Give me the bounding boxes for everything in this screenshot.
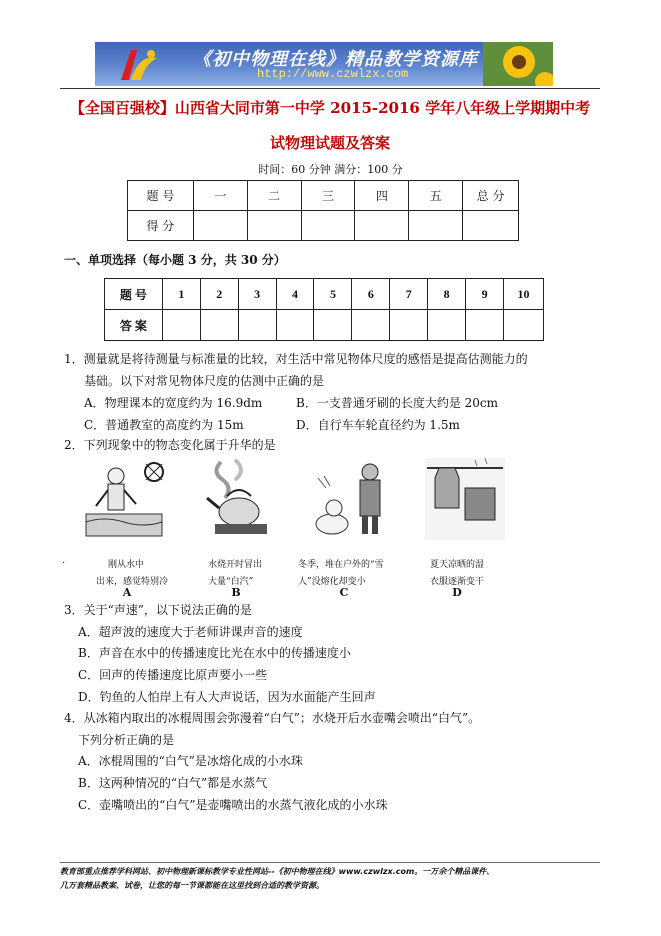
swimmer-illustration-icon [84, 458, 164, 540]
q2-caption-d [430, 557, 510, 591]
score-header-cell: 一 [193, 181, 247, 211]
score-table-header-row [128, 181, 519, 211]
question-number-cell: 2 [200, 279, 238, 310]
q1-option-c: C．普通教室的高度约为 15m [84, 418, 244, 432]
answer-header-label: 题 号 [105, 279, 163, 310]
question-number-cell: 10 [504, 279, 544, 310]
q3-option-d: D．钓鱼的人怕岸上有人大声说话，因为水面能产生回声 [78, 690, 376, 704]
score-cell [409, 211, 463, 241]
question-number-cell: 7 [390, 279, 428, 310]
document-title-line-2: 试物理试题及答案 [269, 134, 390, 152]
q2-caption-b [208, 557, 288, 591]
score-header-cell: 二 [247, 181, 301, 211]
question-number-cell: 3 [238, 279, 276, 310]
q4-option-a: A．冰棍周围的“白气”是冰熔化成的小水珠 [78, 754, 303, 768]
q2-caption-b-line-1: 水烧开时冒出 [208, 560, 263, 570]
sunflower-icon [483, 42, 553, 86]
score-cell [193, 211, 247, 241]
exam-time-score: 时间：60 分钟 满分：100 分 [258, 163, 403, 176]
answer-row-label: 答 案 [105, 310, 163, 341]
q2-caption-c-line-2: 人”没熔化却变小 [298, 577, 366, 587]
q1-option-a: A．物理课本的宽度约为 16.9dm [84, 396, 263, 410]
q2-caption-b-line-2: 大量“白汽” [208, 577, 254, 587]
boiling-kettle-illustration-icon [201, 458, 281, 540]
q2-caption-a-line-2: 出来，感觉特别冷 [96, 577, 169, 587]
q2-marker: · [62, 558, 66, 569]
q3-option-a: A．超声波的速度大于老师讲课声音的速度 [78, 625, 303, 639]
answer-cell [314, 310, 352, 341]
score-header-cell: 总 分 [463, 181, 519, 211]
score-cell [463, 211, 519, 241]
q4-option-b: B．这两种情况的“白气”都是水蒸气 [78, 776, 268, 790]
question-number-cell: 5 [314, 279, 352, 310]
answer-cell [200, 310, 238, 341]
score-header-cell: 四 [355, 181, 409, 211]
q2-caption-a-line-1: 刚从水中 [108, 560, 145, 570]
document-title-line-1: 【全国百强校】山西省大同市第一中学 2015-2016 学年八年级上学期期中考 [69, 99, 591, 117]
answer-cell [428, 310, 466, 341]
answer-table [104, 278, 544, 341]
answer-table-number-row [105, 279, 544, 310]
q2-letter-c: C [339, 586, 349, 599]
answer-cell [162, 310, 200, 341]
footer-line-2: 几万套精品教案、试卷，让您的每一节课都能在这里找到合适的教学资源。 [60, 881, 324, 890]
q2-letter-b: B [231, 586, 241, 599]
score-cell [301, 211, 355, 241]
score-cell [355, 211, 409, 241]
question-number-cell: 8 [428, 279, 466, 310]
question-number-cell: 1 [162, 279, 200, 310]
q2-caption-c-line-1: 冬季，堆在户外的“雪 [298, 560, 384, 570]
answer-cell [390, 310, 428, 341]
q1-option-b: B．一支普通牙刷的长度大约是 20cm [296, 396, 499, 410]
q3-option-b: B．声音在水中的传播速度比光在水中的传播速度小 [78, 646, 351, 660]
site-logo-icon [117, 46, 161, 82]
q1-option-d: D．自行车车轮直径约为 1.5m [296, 418, 460, 432]
q2-caption-d-line-2: 衣服逐渐变干 [430, 577, 485, 587]
question-number-cell: 6 [352, 279, 390, 310]
banner-title: 《初中物理在线》精品教学资源库 [193, 49, 478, 70]
header-banner [95, 42, 553, 86]
answer-cell [238, 310, 276, 341]
answer-cell [466, 310, 504, 341]
q3-option-c: C．回声的传播速度比原声要小一些 [78, 668, 268, 682]
q3-stem: 3．关于“声速”，以下说法正确的是 [64, 603, 252, 617]
score-table-score-row [128, 211, 519, 241]
answer-cell [504, 310, 544, 341]
banner-url: http://www.czwlzx.com [257, 67, 409, 81]
q1-stem-line-2: 基础。以下对常见物体尺度的估测中正确的是 [84, 374, 325, 388]
q4-stem-line-1: 4．从冰箱内取出的冰棍周围会弥漫着“白气”；水烧开后水壶嘴会喷出“白气”。 [64, 711, 481, 725]
score-cell [247, 211, 301, 241]
score-row-label: 得 分 [128, 211, 194, 241]
q4-option-c: C．壶嘴喷出的“白气”是壶嘴喷出的水蒸气液化成的小水珠 [78, 798, 388, 812]
q2-caption-d-line-1: 夏天凉晒的湿 [430, 560, 485, 570]
footer-divider [60, 862, 600, 863]
score-header-cell: 题 号 [128, 181, 194, 211]
header-divider [60, 88, 600, 89]
section-heading: 一、单项选择（每小题 3 分，共 30 分） [64, 253, 286, 267]
question-number-cell: 4 [276, 279, 314, 310]
answer-table-answer-row [105, 310, 544, 341]
snowman-illustration-icon [310, 458, 390, 540]
score-header-cell: 三 [301, 181, 355, 211]
q2-stem: 2．下列现象中的物态变化属于升华的是 [64, 438, 276, 452]
score-header-cell: 五 [409, 181, 463, 211]
q2-letter-d: D [452, 586, 462, 599]
q2-letter-a: A [122, 586, 132, 599]
q1-stem-line-1: 1．测量就是将待测量与标准量的比较，对生活中常见物体尺度的感悟是提高估测能力的 [64, 352, 528, 366]
drying-clothes-illustration-icon [425, 458, 505, 540]
score-table [127, 180, 519, 241]
question-number-cell: 9 [466, 279, 504, 310]
footer-line-1: 教育部重点推荐学科网站、初中物理新课标教学专业性网站--《初中物理在线》www.czwlzx.com。一万余个精品课件、 [60, 867, 495, 876]
answer-cell [352, 310, 390, 341]
q4-stem-line-2: 下列分析正确的是 [78, 733, 175, 747]
answer-cell [276, 310, 314, 341]
